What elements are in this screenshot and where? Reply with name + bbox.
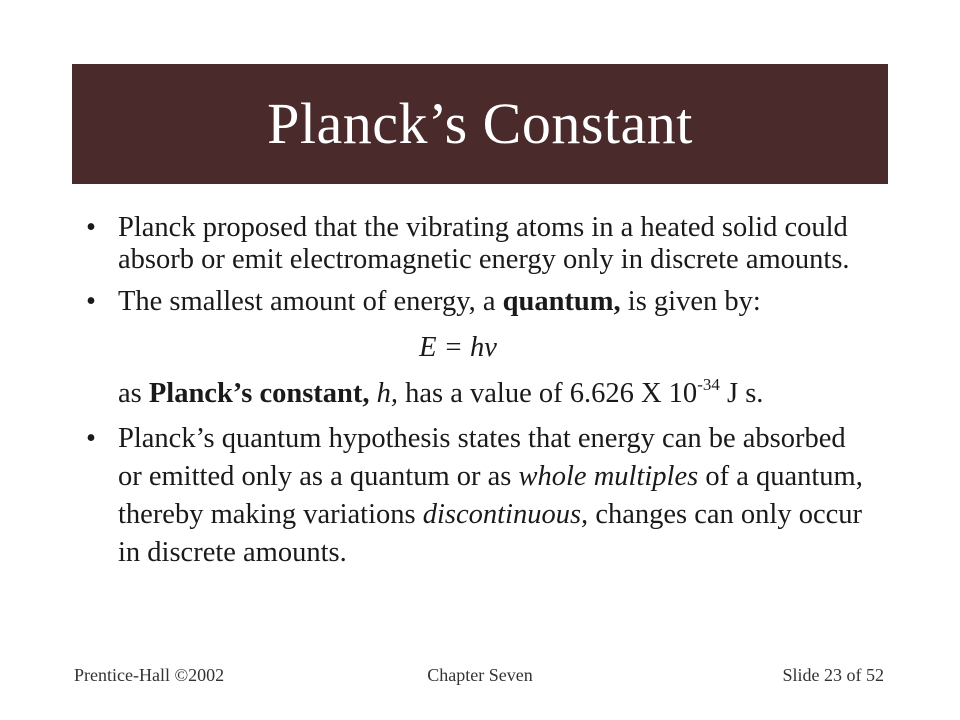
term-whole-multiples: whole multiples (518, 461, 699, 492)
footer-slide-number: Slide 23 of 52 (782, 665, 884, 685)
energy-formula: E = hν (419, 332, 497, 363)
slide-body (84, 212, 874, 572)
bullet-glyph: • (86, 423, 96, 454)
constant-text-value: has a value of 6.626 X 10 (398, 378, 698, 409)
planck-constant-line (84, 375, 874, 410)
bullet-glyph: • (86, 212, 96, 243)
symbol-h: h, (376, 378, 398, 409)
bullet-text-part2: of a quantum, thereby making variations (118, 461, 863, 530)
bullet-text: Planck proposed that the vibrating atoms in a heated solid could absorb or emit electromagnetic energy only in discrete amounts. (118, 212, 850, 275)
constant-text-pre: as (118, 378, 149, 409)
bullet-glyph: • (86, 286, 96, 317)
title-bar (72, 64, 888, 184)
footer-chapter: Chapter Seven (427, 665, 533, 685)
term-quantum: quantum, (502, 286, 621, 317)
bullet-text-part3: changes can only occur in discrete amounts. (118, 499, 862, 568)
exponent: -34 (697, 375, 720, 394)
slide-title: Planck’s Constant (267, 91, 693, 156)
bullet-text-pre: The smallest amount of energy, a (118, 286, 503, 317)
term-discontinuous: discontinuous, (422, 499, 589, 530)
constant-unit: J s. (719, 378, 764, 409)
bullet-text-part1: Planck’s quantum hypothesis states that energy can be absorbed or emitted only as a quantum or as (118, 423, 846, 492)
bullet-item-2 (84, 286, 874, 318)
bullet-item-1 (84, 212, 874, 276)
constant-text-space (370, 378, 377, 409)
bullet-item-3 (84, 420, 874, 572)
term-planck-constant: Planck’s constant, (148, 378, 370, 409)
footer-publisher: Prentice-Hall ©2002 (74, 665, 225, 685)
bullet-text-post: is given by: (620, 286, 761, 317)
